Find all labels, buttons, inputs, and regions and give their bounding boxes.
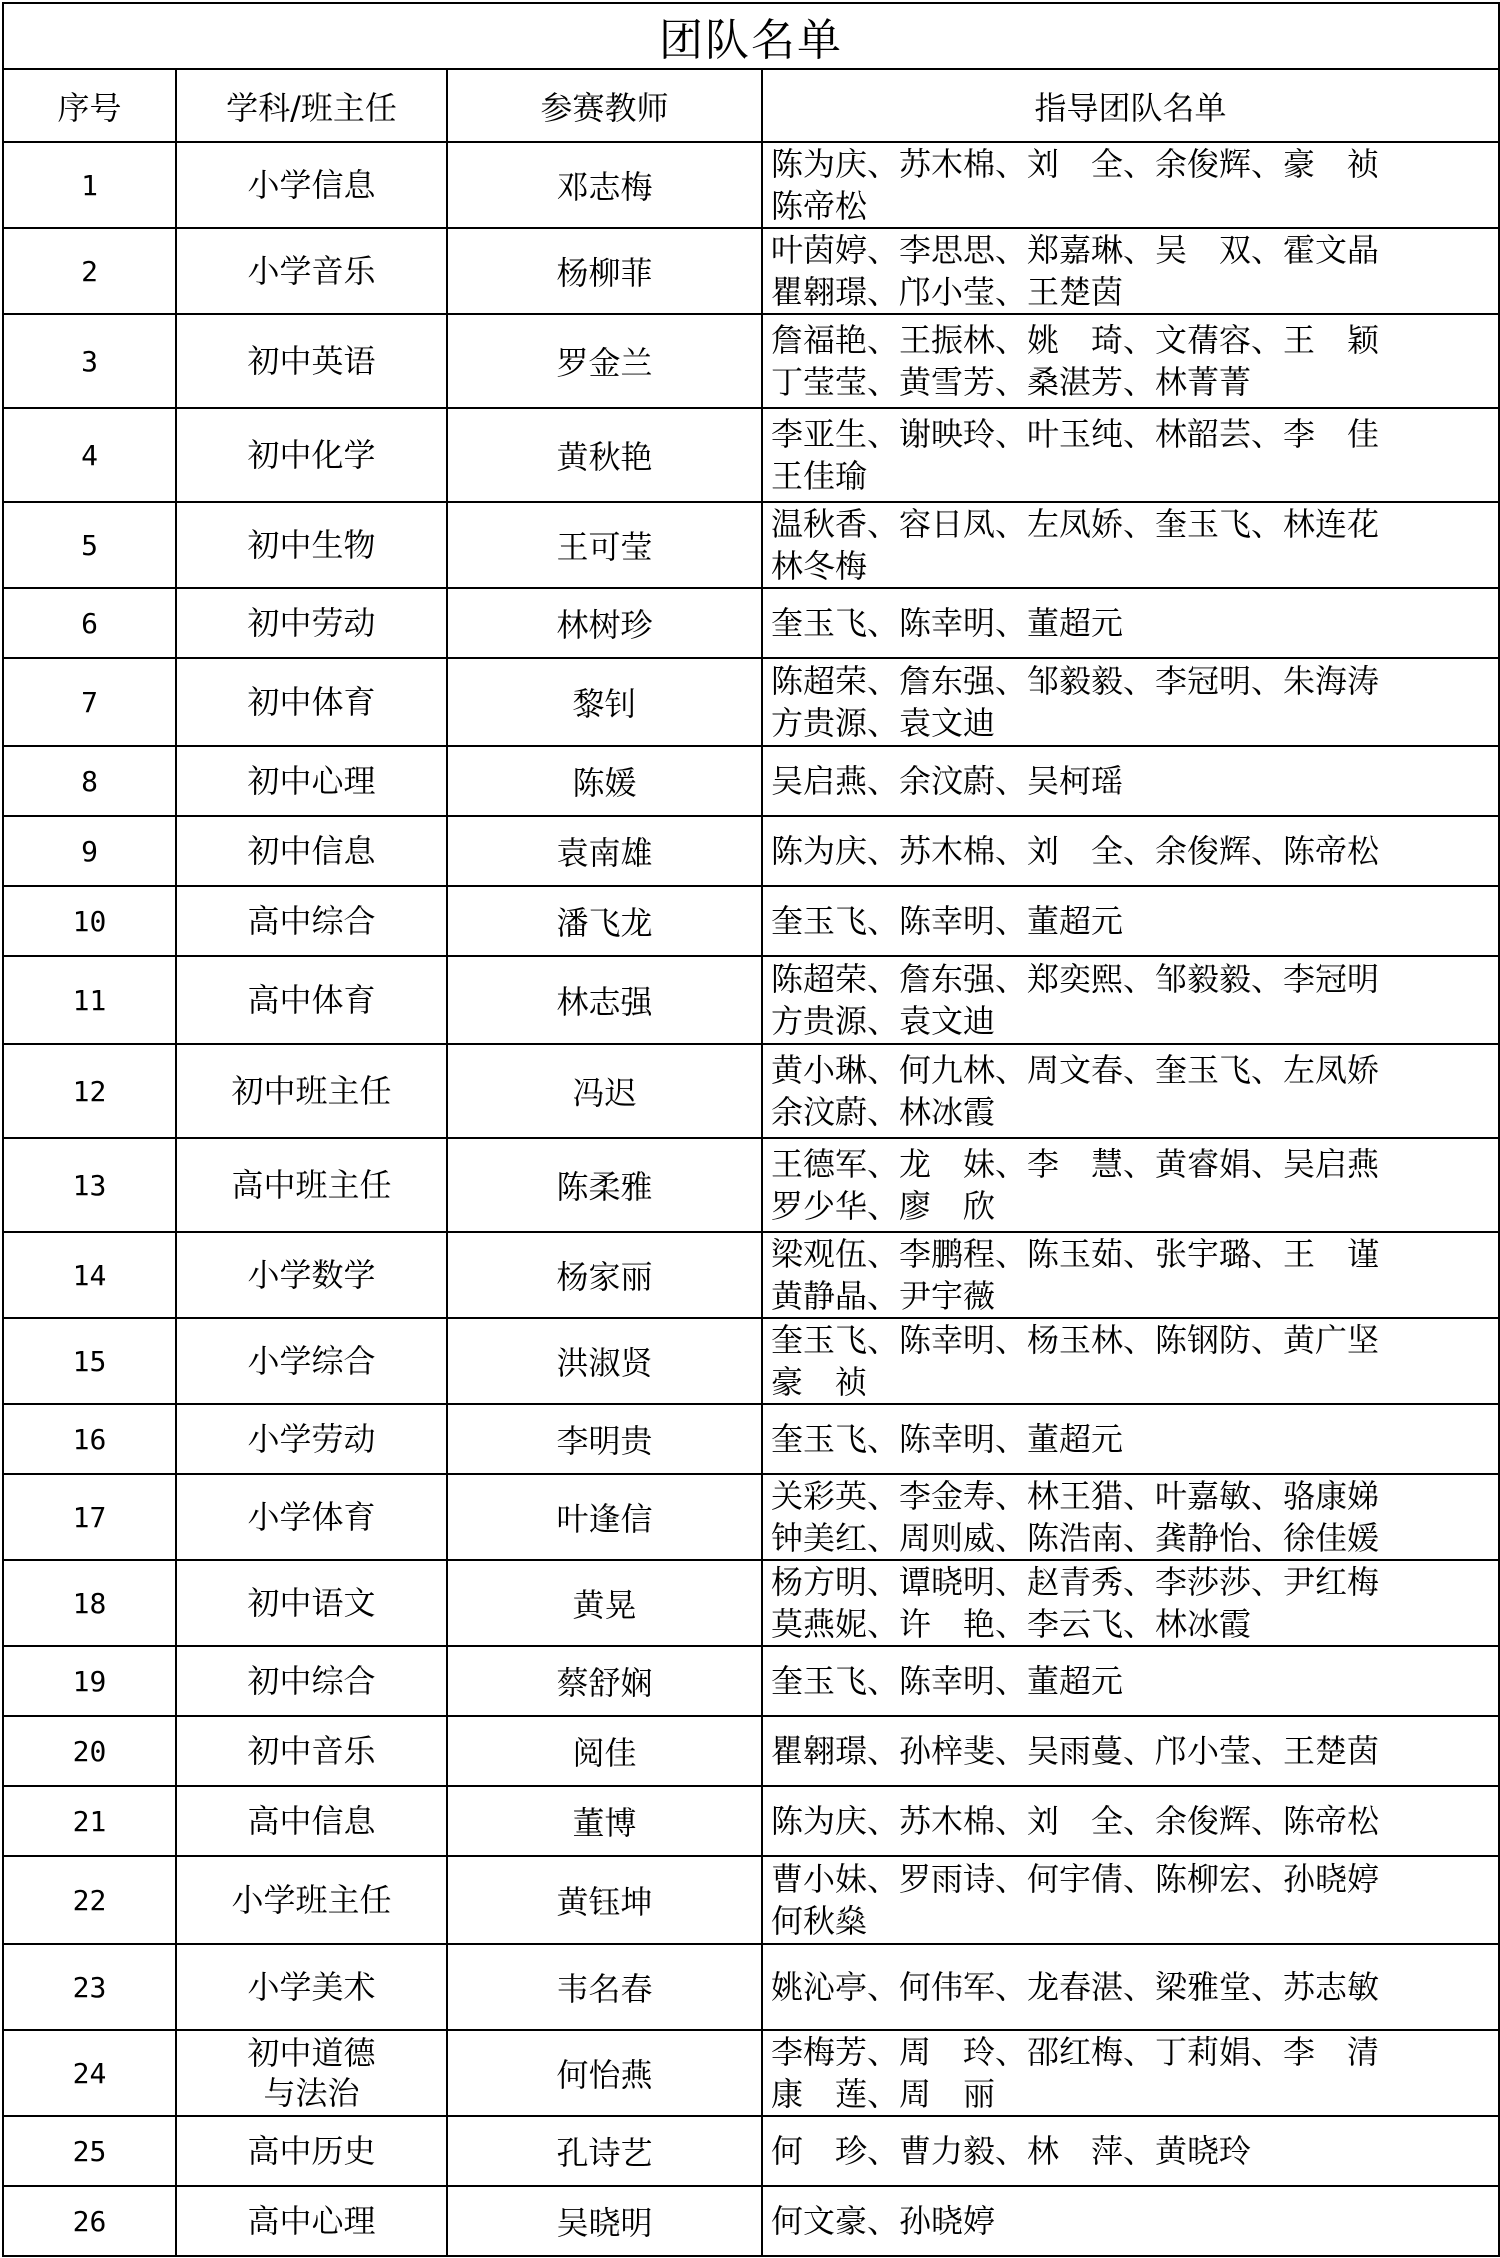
team-line: 何 珍、曹力毅、林 萍、黄晓玲 [771,2132,1252,2170]
subject-line: 初中体育 [247,683,376,721]
subject-line: 小学综合 [247,1342,376,1380]
row-subject [176,142,447,228]
header-team: 指导团队名单 [762,69,1499,142]
subject-line: 高中信息 [247,1802,376,1840]
team-line: 陈为庆、苏木棉、刘 全、余俊辉、豪 祯 [771,145,1380,183]
row-subject [176,1232,447,1318]
row-subject [176,746,447,816]
row-team [762,2030,1499,2116]
team-line: 何文豪、孙晓婷 [771,2202,996,2240]
row-index: 5 [3,502,176,588]
team-line: 梁观伍、李鹏程、陈玉茹、张宇璐、王 谨 [771,1235,1380,1273]
row-subject [176,1138,447,1232]
team-line: 黄小琳、何九林、周文春、奎玉飞、左凤娇 [771,1051,1380,1089]
table-row [3,2030,1499,2116]
row-index: 20 [3,1716,176,1786]
row-index: 13 [3,1138,176,1232]
table-row [3,1138,1499,1232]
row-team [762,142,1499,228]
row-subject [176,408,447,502]
table-row [3,142,1499,228]
row-index: 17 [3,1474,176,1560]
subject-line: 高中历史 [247,2132,376,2170]
table-row [3,956,1499,1044]
table-body [3,142,1499,2256]
row-team [762,658,1499,746]
row-teacher: 黄秋艳 [447,408,762,502]
table-row [3,1474,1499,1560]
row-subject [176,1044,447,1138]
row-index: 16 [3,1404,176,1474]
table-title: 团队名单 [3,3,1499,69]
row-teacher: 杨家丽 [447,1232,762,1318]
row-index: 14 [3,1232,176,1318]
row-teacher: 陈柔雅 [447,1138,762,1232]
team-line: 何秋燊 [771,1902,868,1940]
row-teacher: 李明贵 [447,1404,762,1474]
row-team [762,1044,1499,1138]
row-index: 26 [3,2186,176,2256]
row-subject [176,228,447,314]
row-team [762,2116,1499,2186]
table-row [3,408,1499,502]
row-team [762,886,1499,956]
team-line: 温秋香、容日凤、左凤娇、奎玉飞、林连花 [771,505,1380,543]
subject-line: 初中心理 [247,762,376,800]
row-team [762,956,1499,1044]
row-team [762,1856,1499,1944]
subject-line: 小学体育 [247,1498,376,1536]
team-line: 李梅芳、周 玲、邵红梅、丁莉娟、李 清 [771,2033,1380,2071]
row-teacher: 邓志梅 [447,142,762,228]
table-row [3,228,1499,314]
team-line: 豪 祯 [771,1363,868,1401]
subject-line: 初中英语 [247,342,376,380]
table-row [3,1944,1499,2030]
row-team [762,2186,1499,2256]
row-teacher: 潘飞龙 [447,886,762,956]
row-team [762,314,1499,408]
team-line: 丁莹莹、黄雪芳、桑湛芳、林菁菁 [771,363,1252,401]
table-row [3,1318,1499,1404]
row-subject [176,502,447,588]
team-line: 叶茵婷、李思思、郑嘉琳、吴 双、霍文晶 [771,231,1380,269]
row-teacher: 蔡舒娴 [447,1646,762,1716]
row-subject [176,1944,447,2030]
row-teacher: 黄钰坤 [447,1856,762,1944]
row-index: 1 [3,142,176,228]
subject-line: 小学数学 [247,1256,376,1294]
row-index: 19 [3,1646,176,1716]
table-row [3,588,1499,658]
team-line: 李亚生、谢映玲、叶玉纯、林韶芸、李 佳 [771,415,1380,453]
row-index: 9 [3,816,176,886]
row-team [762,1786,1499,1856]
team-line: 钟美红、周则威、陈浩南、龚静怡、徐佳媛 [771,1519,1380,1557]
team-line: 林冬梅 [771,547,868,585]
row-teacher: 林志强 [447,956,762,1044]
subject-line: 小学信息 [247,166,376,204]
subject-line: 小学美术 [247,1968,376,2006]
subject-line: 高中班主任 [231,1166,392,1204]
row-teacher: 陈媛 [447,746,762,816]
team-line: 杨方明、谭晓明、赵青秀、李莎莎、尹红梅 [771,1563,1380,1601]
row-index: 2 [3,228,176,314]
row-index: 8 [3,746,176,816]
row-teacher: 黎钊 [447,658,762,746]
row-index: 11 [3,956,176,1044]
row-index: 12 [3,1044,176,1138]
team-line: 方贵源、袁文迪 [771,1002,996,1040]
subject-line: 初中班主任 [231,1072,392,1110]
table-row [3,2186,1499,2256]
row-subject [176,1474,447,1560]
row-teacher: 董博 [447,1786,762,1856]
row-subject [176,956,447,1044]
row-subject [176,2186,447,2256]
header-teacher: 参赛教师 [447,69,762,142]
row-team [762,1560,1499,1646]
row-index: 15 [3,1318,176,1404]
row-index: 3 [3,314,176,408]
team-line: 奎玉飞、陈幸明、董超元 [771,1420,1124,1458]
table-row [3,1856,1499,1944]
subject-line: 高中心理 [247,2202,376,2240]
subject-line: 初中生物 [247,526,376,564]
row-team [762,1232,1499,1318]
team-line: 康 莲、周 丽 [771,2075,996,2113]
row-team [762,1138,1499,1232]
team-line: 陈帝松 [771,187,868,225]
table-row [3,1646,1499,1716]
team-line: 詹福艳、王振林、姚 琦、文蒨容、王 颖 [771,321,1380,359]
team-line: 奎玉飞、陈幸明、董超元 [771,902,1124,940]
team-line: 奎玉飞、陈幸明、董超元 [771,604,1124,642]
row-index: 4 [3,408,176,502]
subject-line: 初中综合 [247,1662,376,1700]
team-line: 吴启燕、余汶蔚、吴柯瑶 [771,762,1124,800]
row-team [762,1474,1499,1560]
row-subject [176,1856,447,1944]
team-line: 方贵源、袁文迪 [771,704,996,742]
row-team [762,816,1499,886]
team-roster-table [2,2,1500,2257]
subject-line: 高中综合 [247,902,376,940]
table-row [3,1232,1499,1318]
team-line: 陈超荣、詹东强、郑奕熙、邹毅毅、李冠明 [771,960,1380,998]
team-roster-sheet [2,2,1498,2257]
subject-line: 小学音乐 [247,252,376,290]
row-teacher: 黄晃 [447,1560,762,1646]
row-team [762,228,1499,314]
table-row [3,1404,1499,1474]
table-row [3,314,1499,408]
team-line: 余汶蔚、林冰霞 [771,1093,996,1131]
subject-line: 与法治 [263,2074,360,2112]
row-team [762,1318,1499,1404]
team-line: 瞿翱璟、孙梓斐、吴雨蔓、邝小莹、王楚茵 [771,1732,1380,1770]
row-teacher: 洪淑贤 [447,1318,762,1404]
subject-line: 初中语文 [247,1584,376,1622]
row-subject [176,658,447,746]
row-teacher: 林树珍 [447,588,762,658]
row-teacher: 王可莹 [447,502,762,588]
team-line: 姚沁亭、何伟军、龙春湛、梁雅堂、苏志敏 [771,1968,1380,2006]
team-line: 莫燕妮、许 艳、李云飞、林冰霞 [771,1605,1252,1643]
row-teacher: 阅佳 [447,1716,762,1786]
row-teacher: 孔诗艺 [447,2116,762,2186]
table-row [3,502,1499,588]
team-line: 王佳瑜 [771,457,868,495]
table-row [3,1044,1499,1138]
row-teacher: 袁南雄 [447,816,762,886]
row-subject [176,2116,447,2186]
table-row [3,658,1499,746]
team-line: 瞿翱璟、邝小莹、王楚茵 [771,273,1124,311]
row-index: 18 [3,1560,176,1646]
row-team [762,502,1499,588]
header-index: 序号 [3,69,176,142]
row-index: 24 [3,2030,176,2116]
row-subject [176,1560,447,1646]
team-line: 陈为庆、苏木棉、刘 全、余俊辉、陈帝松 [771,1802,1380,1840]
subject-line: 初中劳动 [247,604,376,642]
row-subject [176,886,447,956]
row-index: 10 [3,886,176,956]
row-teacher: 叶逢信 [447,1474,762,1560]
row-team [762,1716,1499,1786]
team-line: 关彩英、李金寿、林王猎、叶嘉敏、骆康娣 [771,1477,1380,1515]
row-teacher: 何怡燕 [447,2030,762,2116]
row-team [762,746,1499,816]
row-subject [176,314,447,408]
team-line: 曹小妹、罗雨诗、何宇倩、陈柳宏、孙晓婷 [771,1860,1380,1898]
row-subject [176,1404,447,1474]
row-team [762,1944,1499,2030]
row-teacher: 杨柳菲 [447,228,762,314]
row-index: 22 [3,1856,176,1944]
table-row [3,1786,1499,1856]
row-team [762,1646,1499,1716]
row-team [762,408,1499,502]
row-teacher: 冯迟 [447,1044,762,1138]
team-line: 黄静晶、尹宇薇 [771,1277,996,1315]
team-line: 陈为庆、苏木棉、刘 全、余俊辉、陈帝松 [771,832,1380,870]
row-index: 7 [3,658,176,746]
row-index: 21 [3,1786,176,1856]
table-row [3,746,1499,816]
table-row [3,2116,1499,2186]
row-subject [176,1318,447,1404]
table-row [3,886,1499,956]
team-line: 王德军、龙 妹、李 慧、黄睿娟、吴启燕 [771,1145,1380,1183]
team-line: 陈超荣、詹东强、邹毅毅、李冠明、朱海涛 [771,662,1380,700]
row-subject [176,1786,447,1856]
row-subject [176,1716,447,1786]
row-team [762,1404,1499,1474]
header-subject: 学科/班主任 [176,69,447,142]
row-subject [176,2030,447,2116]
subject-line: 初中化学 [247,436,376,474]
subject-line: 初中道德 [247,2034,376,2072]
row-teacher: 韦名春 [447,1944,762,2030]
row-index: 6 [3,588,176,658]
table-row [3,1560,1499,1646]
row-subject [176,1646,447,1716]
row-subject [176,816,447,886]
subject-line: 小学班主任 [231,1881,392,1919]
subject-line: 高中体育 [247,981,376,1019]
team-line: 奎玉飞、陈幸明、杨玉林、陈钢防、黄广坚 [771,1321,1380,1359]
row-subject [176,588,447,658]
table-row [3,1716,1499,1786]
table-row [3,816,1499,886]
team-line: 奎玉飞、陈幸明、董超元 [771,1662,1124,1700]
subject-line: 初中信息 [247,832,376,870]
team-line: 罗少华、廖 欣 [771,1187,996,1225]
subject-line: 小学劳动 [247,1420,376,1458]
row-index: 23 [3,1944,176,2030]
row-index: 25 [3,2116,176,2186]
subject-line: 初中音乐 [247,1732,376,1770]
row-teacher: 吴晓明 [447,2186,762,2256]
row-team [762,588,1499,658]
row-teacher: 罗金兰 [447,314,762,408]
